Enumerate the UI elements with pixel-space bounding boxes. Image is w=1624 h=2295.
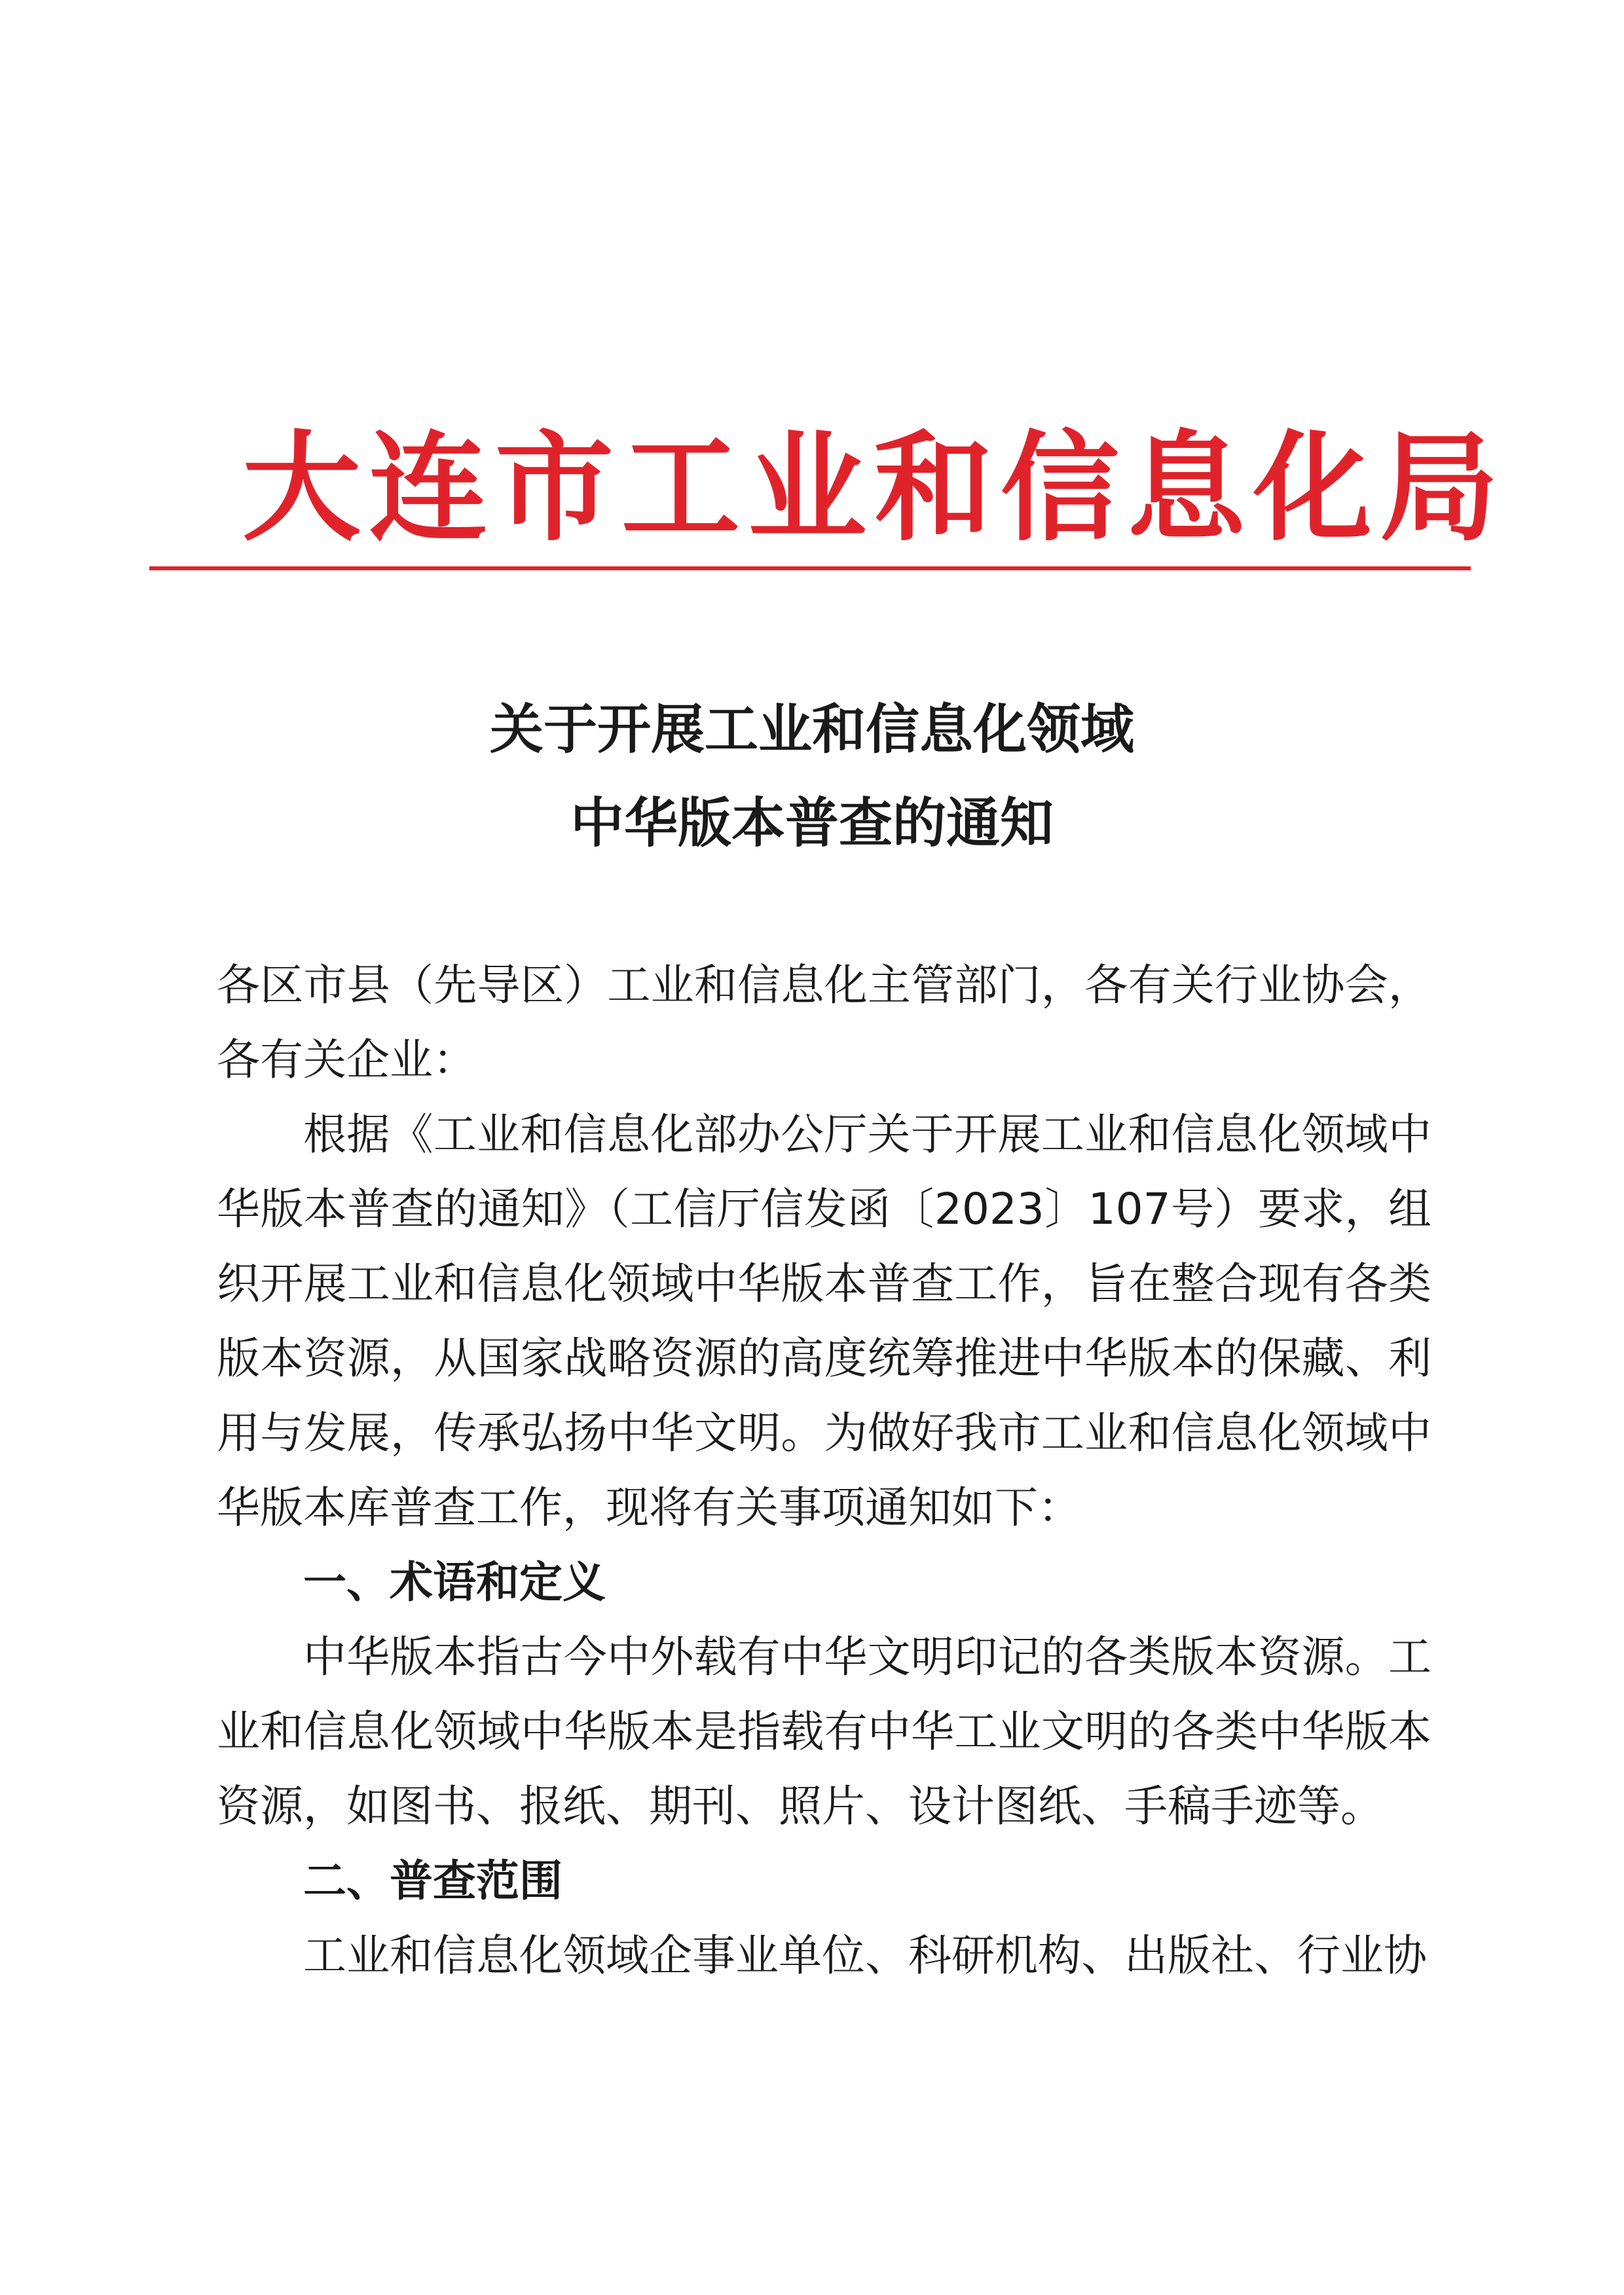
section-heading-terms: 一、术语和定义 [303, 1557, 606, 1607]
scope-paragraph: 工业和信息化领域企事业单位、科研机构、出版社、行业协 [303, 1930, 1427, 1981]
header-red-rule [149, 566, 1471, 570]
section-heading-scope: 二、普查范围 [303, 1856, 563, 1906]
definition-paragraph: 中华版本指古今中外载有中华文明印记的各类版本资源。工业和信息化领域中华版本是指载有中华工业文明的各类中华版本资源，如图书、报纸、期刊、照片、设计图纸、手稿手迹等。 [217, 1632, 1431, 1831]
organization-header: 大连市工业和信息化局 [242, 418, 1506, 557]
salutation: 各区市县（先导区）工业和信息化主管部门，各有关行业协会，各有关企业： [217, 960, 1431, 1085]
basis-paragraph: 根据《工业和信息化部办公厅关于开展工业和信息化领域中华版本普查的通知》（工信厅信发函〔2023〕107号）要求，组织开展工业和信息化领域中华版本普查工作，旨在整合现有各类版本资源，从国家战略资源的高度统筹推进中华版本的保藏、利用与发展，传承弘扬中华文明。为做好我市工业和信息化领域中华版本库普查工作，现将有关事项通知如下： [217, 1109, 1431, 1533]
document-title-line-2: 中华版本普查的通知 [570, 792, 1054, 854]
document-title-line-1: 关于开展工业和信息化领域 [489, 699, 1134, 761]
